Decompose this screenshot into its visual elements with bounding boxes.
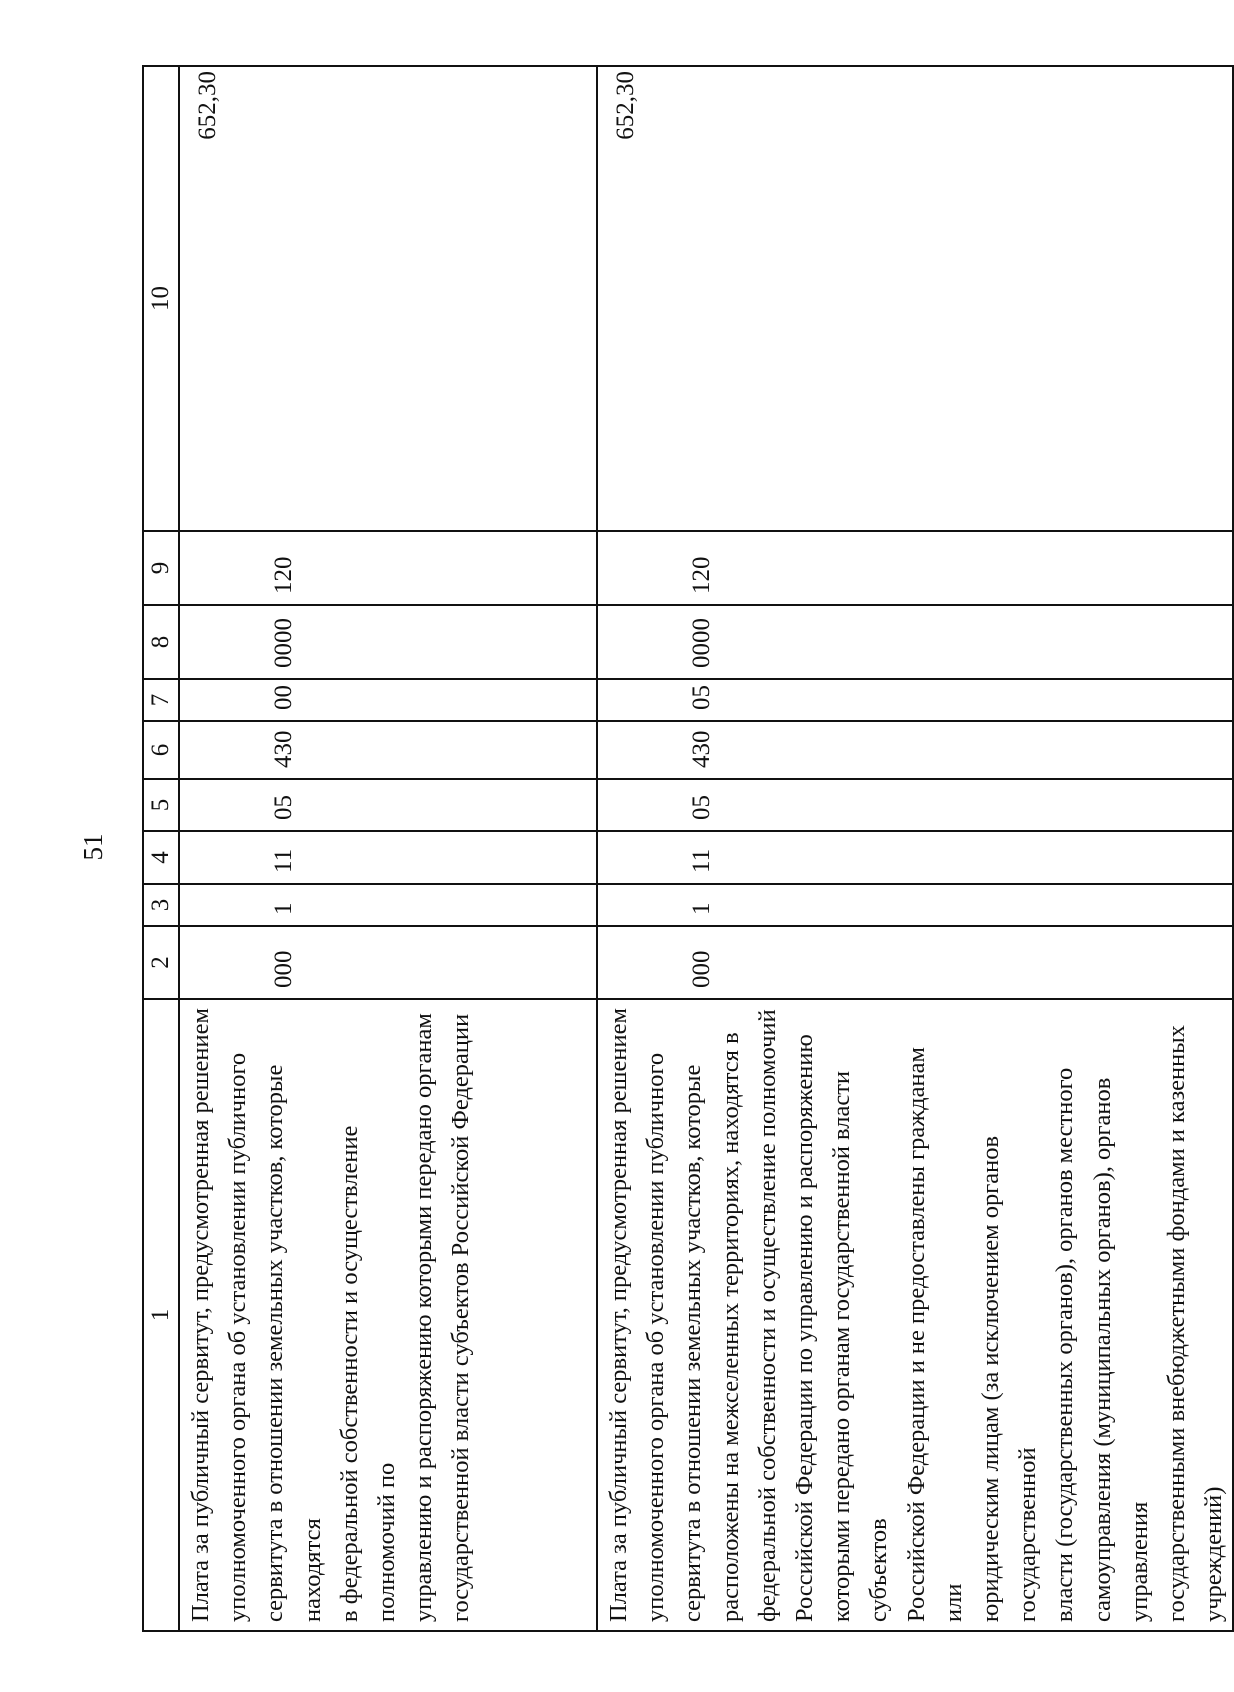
description-line: самоуправления (муниципальных органов), органов управления [1088, 1077, 1153, 1622]
code-cell-element: 05 [597, 679, 1233, 721]
amount-value: 652,30 [194, 71, 221, 140]
description-line: государственными внебюджетными фондами и казенных [1163, 1025, 1191, 1622]
page-number: 51 [78, 833, 108, 861]
description-line: юридическим лицам (за исключением органов государственной [977, 1135, 1042, 1622]
amount-cell [179, 66, 597, 531]
code-cell-group: 1 [179, 884, 597, 926]
description-line: управлению и распоряжению которыми передано органам [410, 1013, 438, 1622]
table-row [597, 66, 1233, 1631]
description-line: Плата за публичный сервитут, предусмотренная решением [187, 1008, 214, 1622]
column-header-9: 9 [143, 531, 179, 605]
amount-cell [597, 66, 1233, 531]
code-cell-article: 05 [179, 779, 597, 831]
code-cell-classification: 120 [179, 531, 597, 605]
description-line: расположены на межселенных территориях, находятся в [716, 1032, 744, 1622]
description-line: Российской Федерации и не предоставлены гражданам или [902, 1046, 967, 1622]
code-cell-subgroup: 11 [597, 831, 1233, 884]
table-row [179, 66, 597, 1631]
column-header-4: 4 [143, 831, 179, 884]
column-header-1: 1 [143, 999, 179, 1631]
description-line: в федеральной собственности и осуществление полномочий по [335, 1125, 401, 1622]
table-header-row [143, 66, 179, 1631]
code-cell-admin: 000 [179, 926, 597, 999]
description-line: уполномоченного органа об установлении публичного [642, 1052, 670, 1622]
column-header-6: 6 [143, 721, 179, 779]
code-cell-program: 0000 [597, 605, 1233, 679]
column-header-3: 3 [143, 884, 179, 926]
column-header-2: 2 [143, 926, 179, 999]
description-line: уполномоченного органа об установлении публичного [224, 1052, 252, 1622]
column-header-5: 5 [143, 779, 179, 831]
code-cell-admin: 000 [597, 926, 1233, 999]
amount-value: 652,30 [612, 71, 639, 140]
revenue-codes-table [142, 65, 1234, 1632]
description-line: сервитута в отношении земельных участков, которые находятся [261, 1064, 326, 1622]
code-cell-subarticle: 430 [179, 721, 597, 779]
description-line: власти (государственных органов), органов местного [1051, 1067, 1079, 1622]
description-line: федеральной собственности и осуществление полномочий [753, 1009, 781, 1622]
code-cell-classification: 120 [597, 531, 1233, 605]
description-line: которыми передано органам государственной власти субъектов [828, 1070, 893, 1622]
description-line: Российской Федерации по управлению и распоряжению [791, 1034, 819, 1622]
description-line: Плата за публичный сервитут, предусмотренная решением [605, 1008, 632, 1622]
column-header-8: 8 [143, 605, 179, 679]
code-cell-subgroup: 11 [179, 831, 597, 884]
description-line: государственной власти субъектов Российской Федерации [447, 1013, 475, 1622]
column-header-7: 7 [143, 679, 179, 721]
code-cell-group: 1 [597, 884, 1233, 926]
description-cell [597, 999, 1233, 1631]
description-cell [179, 999, 597, 1631]
description-line: учреждений) [1200, 1486, 1228, 1622]
code-cell-element: 00 [179, 679, 597, 721]
code-cell-article: 05 [597, 779, 1233, 831]
code-cell-subarticle: 430 [597, 721, 1233, 779]
description-line: сервитута в отношении земельных участков, которые [679, 1064, 707, 1622]
column-header-10: 10 [143, 66, 179, 531]
code-cell-program: 0000 [179, 605, 597, 679]
